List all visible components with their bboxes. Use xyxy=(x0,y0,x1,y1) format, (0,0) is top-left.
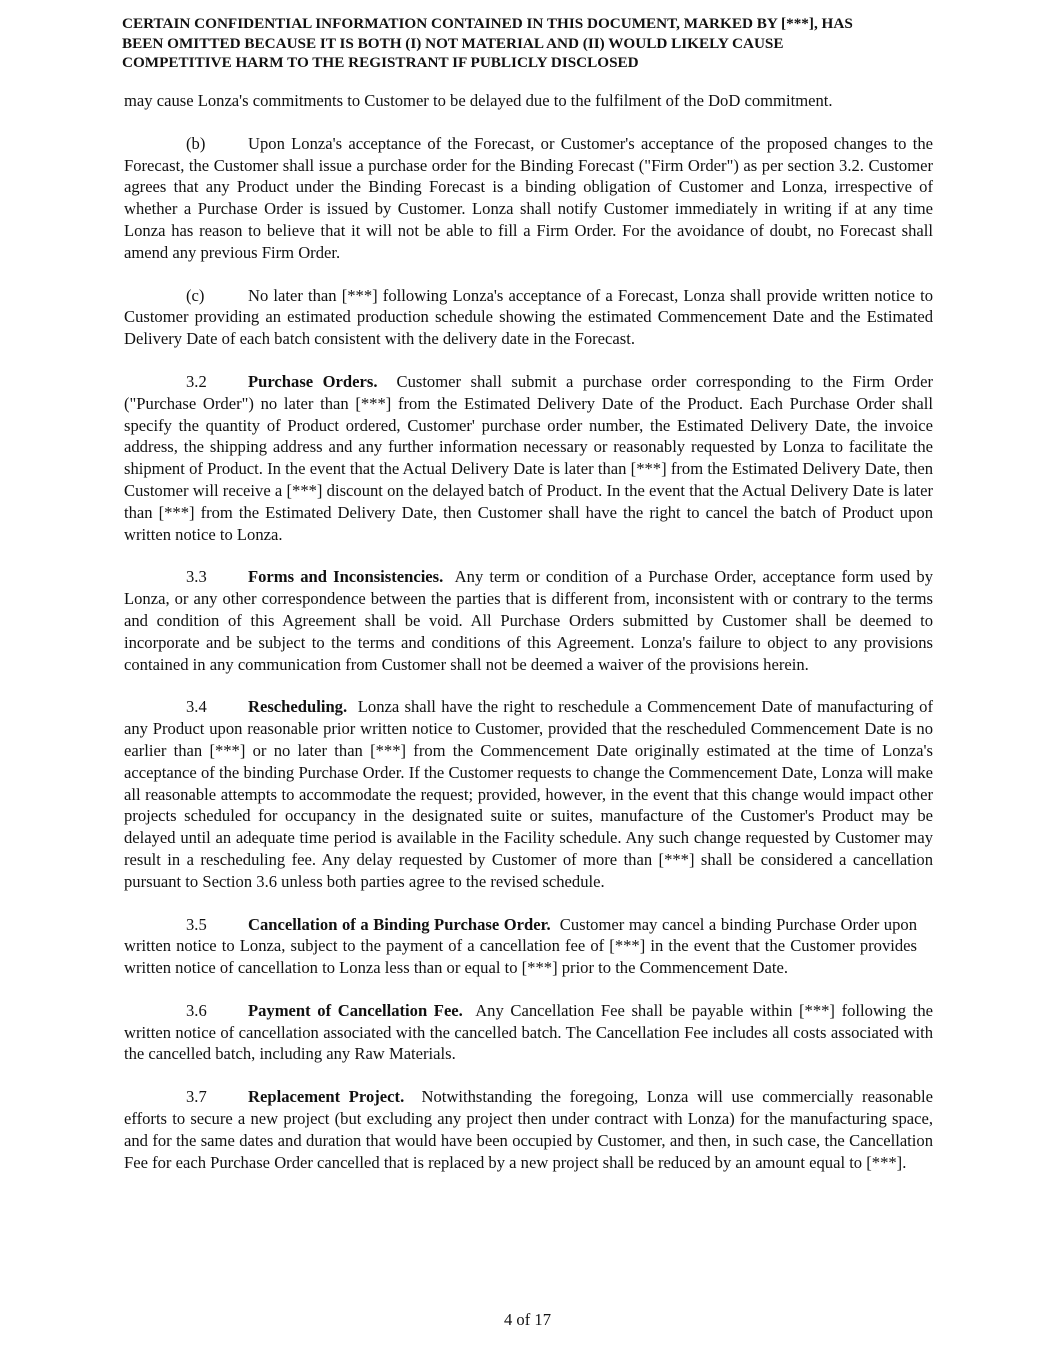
section-3-5 xyxy=(124,914,917,979)
header-line-1: CERTAIN CONFIDENTIAL INFORMATION CONTAINED IN THIS DOCUMENT, MARKED BY [***], HAS xyxy=(122,15,853,32)
section-3-7 xyxy=(124,1086,933,1173)
section-3-5-heading: Cancellation of a Binding Purchase Order. xyxy=(248,914,551,934)
confidentiality-header xyxy=(122,14,942,73)
section-3-6-heading: Payment of Cancellation Fee. xyxy=(248,1000,463,1020)
section-3-6-text: Any Cancellation Fee shall be payable within [***] following the written notice of cancellation associated with the cancelled batch. The Cancellation Fee includes all costs associated with the cancelled batch, including any Raw Materials. xyxy=(124,1000,934,1064)
section-3-4-heading: Rescheduling. xyxy=(248,697,348,717)
section-3-4-number: 3.4 xyxy=(186,697,207,717)
continued-paragraph: may cause Lonza's commitments to Customer to be delayed due to the fulfilment of the DoD commitment. xyxy=(124,91,833,110)
section-3-6 xyxy=(124,1000,933,1065)
section-3-2-heading: Purchase Orders. xyxy=(248,371,378,391)
paragraph-b-number: (b) xyxy=(186,133,206,153)
paragraph-c-number: (c) xyxy=(186,285,205,305)
section-3-7-text: Notwithstanding the foregoing, Lonza will use commercially reasonable efforts to secure a new project (but excluding any project then under contract with Lonza) for the manufacturing space, and for the same dates and duration that would have been occupied by Customer, and then, in such case, the Cancellation Fee for each Purchase Order cancelled that is replaced by a new project shall be reduced by an amount equal to [***]. xyxy=(124,1087,933,1172)
section-3-3-number: 3.3 xyxy=(186,567,207,587)
paragraph-b-text: Upon Lonza's acceptance of the Forecast, or Customer's acceptance of the proposed changes to the Forecast, the Customer shall issue a purchase order for the Binding Forecast ("Firm Order") as per section 3.2. Customer agrees that any Product under the Binding Forecast is a binding obligation of Customer and Lonza, irrespective of whether a Purchase Order is issued by Customer. Lonza shall notify Customer immediately in writing if at any time Lonza has reason to believe that it will not be able to fill a Firm Order. For the avoidance of doubt, no Forecast shall amend any previous Firm Order. xyxy=(124,133,933,262)
section-3-7-number: 3.7 xyxy=(186,1087,207,1107)
section-3-6-number: 3.6 xyxy=(186,1000,207,1020)
section-3-3-text: Any term or condition of a Purchase Order, acceptance form used by Lonza, or any other correspondence between the parties that is different from, inconsistent with or contrary to the terms and condition of this Agreement shall be void. All Purchase Orders submitted by Customer shall be deemed to incorporate and be subject to the terms and conditions of this Agreement. Lonza's failure to object to any provisions contained in any communication from Customer shall not be deemed a waiver of the provisions herein. xyxy=(124,567,933,674)
section-3-4-text: Lonza shall have the right to reschedule a Commencement Date of manufacturing of any Product upon reasonable prior written notice to Customer, provided that the rescheduled Commencement Date is no earlier than [***] or no later than [***] from the Commencement Date originally estimated at the time of Lonza's acceptance of the binding Purchase Order. If the Customer requests to change the Commencement Date, Lonza will make all reasonable attempts to accommodate the request; provided, however, in the event that this change would impact other projects scheduled for occupancy in the designated suite or suites, manufacture of the Customer's Product may be delayed until an adequate time period is available in the Facility schedule. Any such change requested by Customer may result in a rescheduling fee. Any delay requested by Customer of more than [***] shall be considered a cancellation pursuant to Section 3.6 unless both parties agree to the revised schedule. xyxy=(124,697,934,891)
paragraph-b xyxy=(124,133,933,264)
section-3-5-number: 3.5 xyxy=(186,914,207,934)
document-body xyxy=(124,90,933,1173)
section-3-2-number: 3.2 xyxy=(186,371,207,391)
section-3-3-heading: Forms and Inconsistencies. xyxy=(248,567,444,587)
section-3-7-heading: Replacement Project. xyxy=(248,1087,405,1107)
section-3-2-text: Customer shall submit a purchase order corresponding to the Firm Order ("Purchase Order") no later than [***] from the Estimated Delivery Date of the Product. Each Purchase Order shall specify the quantity of Product ordered, Customer' purchase order number, the Estimated Delivery Date, the invoice address, the shipping address and any further information necessary or reasonably requested by Lonza to facilitate the shipment of Product. In the event that the Actual Delivery Date is later than [***] from the Estimated Delivery Date, then Customer will receive a [***] discount on the delayed batch of Product. In the event that the Actual Delivery Date is later than [***] from the Estimated Delivery Date, then Customer shall have the right to cancel the batch of Product upon written notice to Lonza. xyxy=(124,371,933,544)
section-3-4 xyxy=(124,696,933,892)
paragraph-c xyxy=(124,285,933,350)
page-number: 4 of 17 xyxy=(503,1310,551,1329)
section-3-2 xyxy=(124,371,933,545)
header-line-3: COMPETITIVE HARM TO THE REGISTRANT IF PUBLICLY DISCLOSED xyxy=(122,54,639,71)
paragraph-c-text: No later than [***] following Lonza's acceptance of a Forecast, Lonza shall provide written notice to Customer providing an estimated production schedule showing the estimated Commencement Date and the Estimated Delivery Date of each batch consistent with the delivery date in the Forecast. xyxy=(124,285,933,349)
section-3-5-text: Customer may cancel a binding Purchase Order upon written notice to Lonza, subject to the payment of a cancellation fee of [***] in the event that the Customer provides written notice of cancellation to Lonza less than or equal to [***] prior to the Commencement Date. xyxy=(124,914,917,978)
header-line-2: BEEN OMITTED BECAUSE IT IS BOTH (I) NOT MATERIAL AND (II) WOULD LIKELY CAUSE xyxy=(122,34,784,52)
section-3-3 xyxy=(124,566,933,675)
